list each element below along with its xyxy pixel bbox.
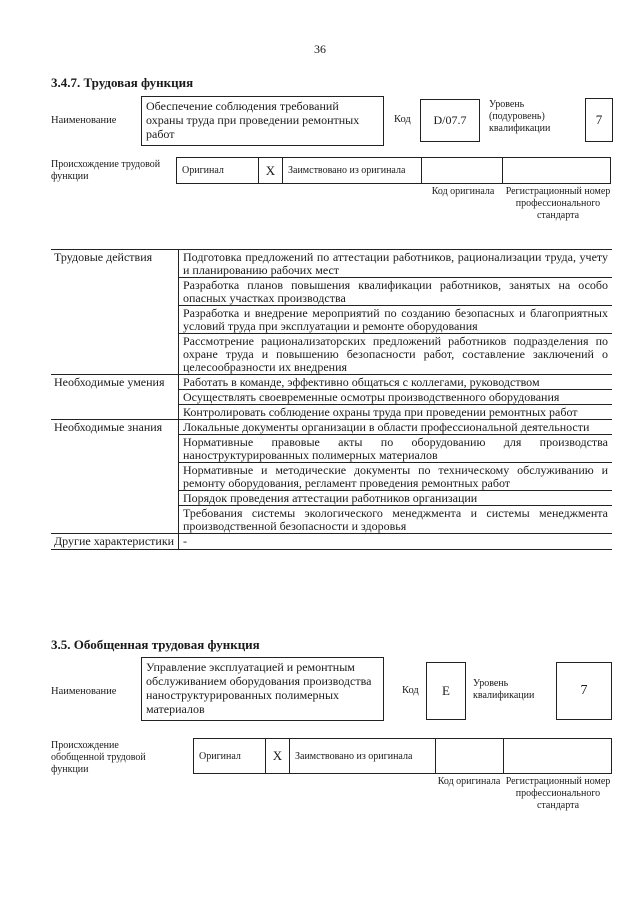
group-label: Другие характеристики — [51, 534, 179, 549]
general-function-name-box: Управление эксплуатацией и ремонтным обслуживанием оборудования производства наноструктурированных полимерных материалов — [141, 657, 384, 721]
origin-reg-cell — [504, 739, 611, 773]
origin-table — [176, 157, 611, 184]
level-label: Уровень (подуровень) квалификации — [489, 99, 551, 134]
origin-reg-cell — [503, 158, 610, 183]
section-heading-3-4-7: 3.4.7. Трудовая функция — [51, 75, 194, 90]
group-label: Трудовые действия — [51, 250, 179, 374]
table-cell: Осуществлять своевременные осмотры производственного оборудования — [179, 390, 612, 405]
table-cell: Разработка планов повышения квалификации работников, занятых на особо опасных участках производства — [179, 278, 612, 306]
origin-original-cell: Оригинал — [194, 739, 266, 773]
origin-code-cell — [436, 739, 504, 773]
group-required-skills — [51, 375, 612, 420]
table-cell: Порядок проведения аттестации работников организации — [179, 491, 612, 506]
name-label: Наименование — [51, 115, 117, 126]
group-labor-actions — [51, 250, 612, 375]
table-cell: Рассмотрение рационализаторских предложений работников подразделения по охране труда и повышению безопасности работ, составление заключений о целесообразности их внедрения — [183, 334, 608, 374]
origin-original-cell: Оригинал — [177, 158, 259, 183]
caption-registration-number: Регистрационный номер профессионального стандарта — [505, 776, 611, 811]
table-cell: - — [183, 534, 187, 548]
level-box: 7 — [585, 98, 613, 142]
table-cell: Нормативные правовые акты по оборудованию для производства наноструктурированных полимерных материалов — [179, 435, 612, 463]
origin-borrowed-cell: Заимствовано из оригинала — [283, 158, 422, 183]
group-required-knowledge — [51, 420, 612, 534]
origin-label: Происхождение трудовой функции — [51, 159, 161, 182]
origin-table — [193, 738, 612, 774]
origin-mark-cell: X — [266, 739, 290, 773]
origin-mark-cell: X — [259, 158, 283, 183]
caption-registration-number: Регистрационный номер профессионального стандарта — [505, 186, 611, 221]
labor-function-table — [51, 249, 612, 550]
group-label: Необходимые умения — [51, 375, 179, 419]
code-box: E — [426, 662, 466, 720]
table-cell: Работать в команде, эффективно общаться с коллегами, руководством — [179, 375, 612, 390]
function-name-box: Обеспечение соблюдения требований охраны труда при проведении ремонтных работ — [141, 96, 384, 146]
origin-code-cell — [422, 158, 503, 183]
caption-code-original: Код оригинала — [437, 776, 501, 787]
code-label: Код — [402, 685, 419, 696]
section-heading-3-5: 3.5. Обобщенная трудовая функция — [51, 637, 260, 652]
caption-code-original: Код оригинала — [431, 186, 495, 197]
level-box: 7 — [556, 662, 612, 720]
code-box: D/07.7 — [420, 99, 480, 142]
table-cell: Контролировать соблюдение охраны труда при проведении ремонтных работ — [183, 405, 578, 419]
table-cell: Требования системы экологического менеджмента и системы менеджмента производственной безопасности и здоровья — [183, 506, 608, 533]
code-label: Код — [394, 114, 411, 125]
origin-borrowed-cell: Заимствовано из оригинала — [290, 739, 436, 773]
group-label: Необходимые знания — [51, 420, 179, 533]
level-label: Уровень квалификации — [473, 678, 535, 701]
name-label: Наименование — [51, 686, 117, 697]
page-number: 36 — [314, 42, 326, 56]
table-cell: Нормативные и методические документы по техническому обслуживанию и ремонту оборудования, регламент проведения ремонтных работ — [179, 463, 612, 491]
table-cell: Разработка и внедрение мероприятий по созданию безопасных и благоприятных условий труда при эксплуатации и ремонте оборудования — [179, 306, 612, 334]
table-cell: Локальные документы организации в области профессиональной деятельности — [179, 420, 612, 435]
group-other-characteristics — [51, 534, 612, 549]
origin-label: Происхождение обобщенной трудовой функции — [51, 740, 146, 775]
table-cell: Подготовка предложений по аттестации работников, рационализации труда, учету и планированию рабочих мест — [179, 250, 612, 278]
